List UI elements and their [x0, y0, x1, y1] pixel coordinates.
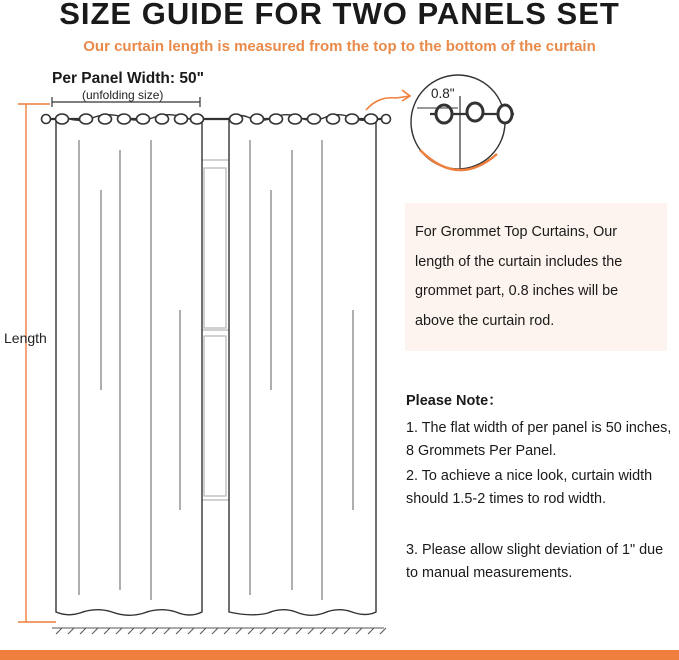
- length-label: Length: [4, 330, 47, 346]
- rod-finial-right: [382, 115, 391, 124]
- note-item: 2. To achieve a nice look, curtain width should 1.5-2 times to rod width.: [406, 468, 653, 507]
- notes-title: Please Note：: [406, 393, 503, 409]
- page-title: SIZE GUIDE FOR TWO PANELS SET: [59, 0, 620, 31]
- grommet-icon: [137, 114, 150, 124]
- grommet-icon: [99, 114, 112, 124]
- bottom-accent-bar: [0, 650, 679, 660]
- right-curtain-panel: [229, 115, 376, 616]
- grommet-icon: [289, 114, 302, 124]
- grommet-offset-label: 0.8": [431, 86, 455, 101]
- grommet-icon: [191, 114, 204, 124]
- grommet-icon: [80, 114, 93, 124]
- zoom-arrow-icon: [366, 90, 410, 110]
- window-frame: [199, 160, 231, 500]
- note-item: 3. Please allow slight deviation of 1" due to manual measurements.: [406, 542, 664, 581]
- page-subtitle: Our curtain length is measured from the top to the bottom of the curtain: [83, 38, 596, 55]
- panel-width-label: Per Panel Width: 50": [52, 70, 204, 87]
- grommet-icon: [118, 114, 131, 124]
- note-item: 1. The flat width of per panel is 50 inches, 8 Grommets Per Panel.: [406, 420, 672, 459]
- grommet-icon: [308, 114, 321, 124]
- length-dimension: [18, 104, 56, 622]
- unfolding-size-label: (unfolding size): [82, 88, 164, 102]
- grommet-icon: [230, 114, 243, 124]
- grommet-icon: [365, 114, 378, 124]
- floor-line: [52, 628, 386, 634]
- grommet-icon: [56, 114, 69, 124]
- info-box-text: For Grommet Top Curtains, Our length of the curtain includes the grommet part, 0.8 inches will be above the curtain rod.: [415, 224, 623, 329]
- grommet-icon: [346, 114, 359, 124]
- rod-finial-left: [42, 115, 51, 124]
- grommet-icon: [156, 114, 169, 124]
- grommet-icon: [327, 114, 340, 124]
- grommet-icon: [251, 114, 264, 124]
- grommet-zoom-detail: [411, 75, 514, 170]
- grommet-icon: [175, 114, 188, 124]
- grommet-icon: [270, 114, 283, 124]
